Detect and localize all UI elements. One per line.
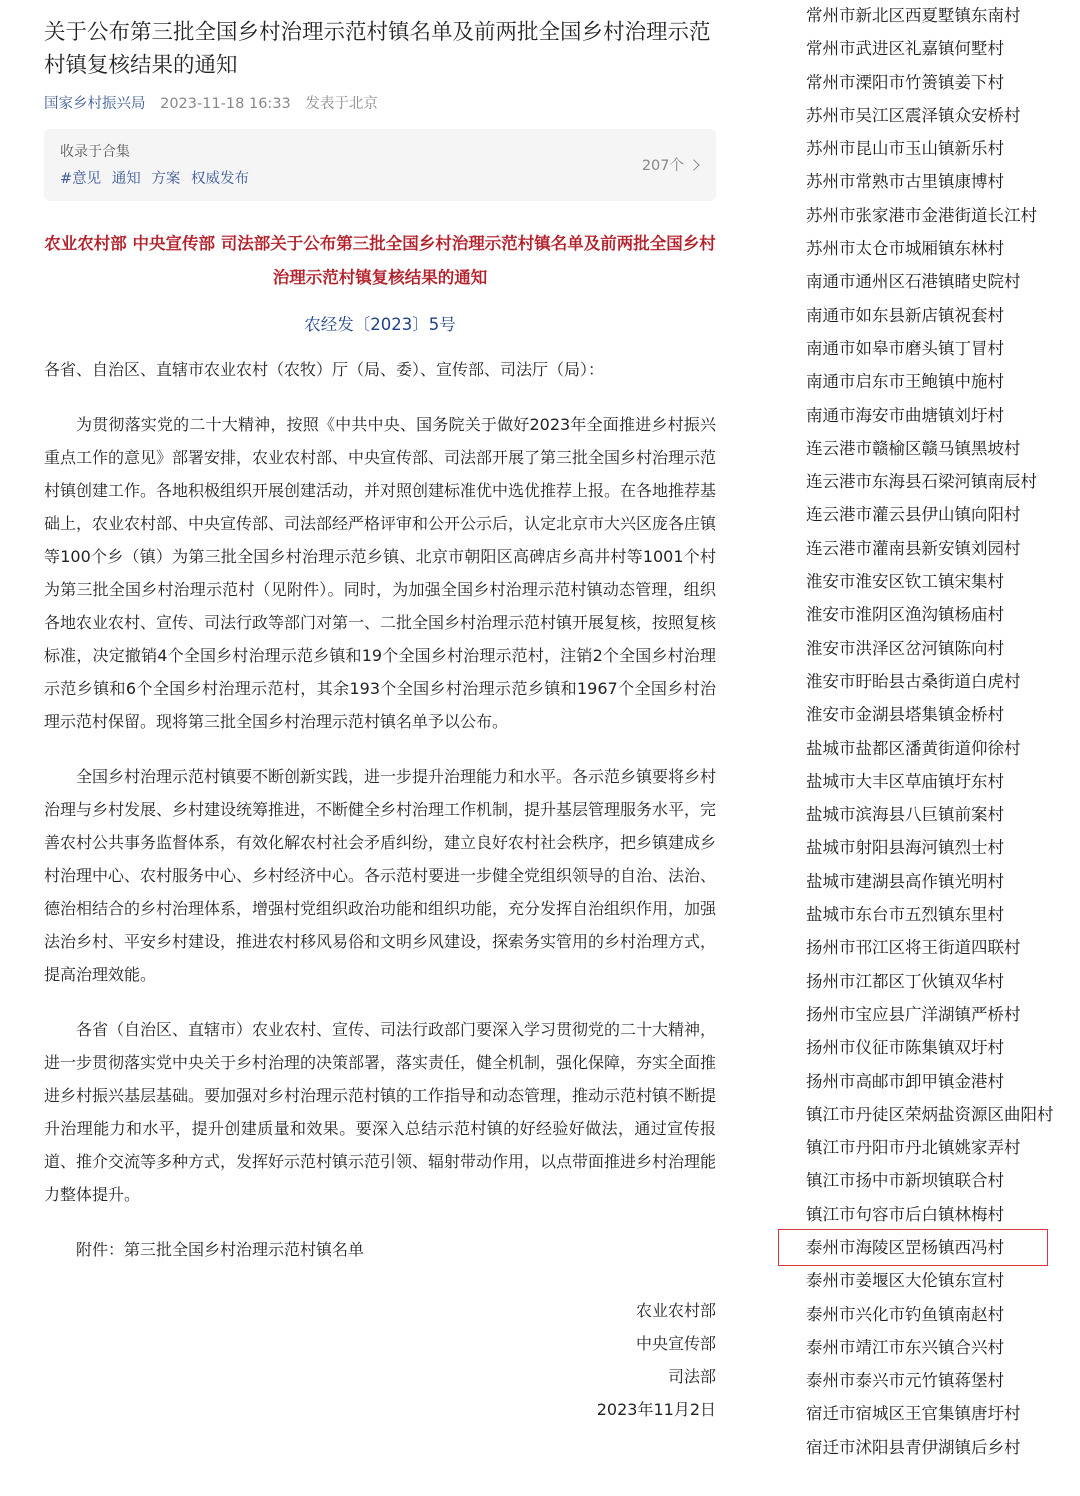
village-list-item: 镇江市扬中市新坝镇联合村 [806,1171,1004,1191]
document-body [44,353,716,1266]
village-list-item: 镇江市丹徒区荣炳盐资源区曲阳村 [806,1104,1054,1124]
village-list-item: 淮安市金湖县塔集镇金桥村 [806,705,1004,725]
village-list-item: 泰州市泰兴市元竹镇蒋堡村 [806,1371,1004,1391]
village-list-item: 常州市新北区西夏墅镇东南村 [806,6,1021,25]
village-list-item: 扬州市邗江区将王街道四联村 [806,938,1021,958]
document-heading: 农业农村部 中央宣传部 司法部关于公布第三批全国乡村治理示范村镇名单及前两批全国乡村治理示范村镇复核结果的通知 [44,234,716,287]
village-list-item: 泰州市兴化市钓鱼镇南赵村 [806,1304,1004,1324]
village-list-item: 宿迁市宿城区王官集镇唐圩村 [806,1404,1021,1424]
village-list-item: 泰州市靖江市东兴镇合兴村 [806,1337,1004,1357]
village-list-item: 扬州市宝应县广洋湖镇严桥村 [806,1004,1021,1024]
village-list-item: 苏州市张家港市金港街道长江村 [806,205,1037,225]
addressee: 各省、自治区、直辖市农业农村（农牧）厅（局、委）、宣传部、司法厅（局）： [44,360,605,379]
village-list-item: 苏州市昆山市玉山镇新乐村 [806,139,1004,159]
village-list-item: 连云港市灌南县新安镇刘园村 [806,538,1021,558]
document-number: 农经发〔2023〕5号 [304,315,456,334]
village-list-item: 盐城市大丰区草庙镇圩东村 [806,771,1004,791]
attachment-note: 附件：第三批全国乡村治理示范村镇名单 [76,1240,365,1259]
village-list-item: 盐城市东台市五烈镇东里村 [806,905,1004,925]
village-list-item: 扬州市仪征市陈集镇双圩村 [806,1038,1004,1058]
publish-datetime: 2023-11-18 16:33 [160,96,291,112]
collection-tag[interactable]: #意见 [60,171,102,187]
village-list-item: 盐城市滨海县八巨镇前案村 [806,805,1004,825]
village-list-item: 苏州市吴江区震泽镇众安桥村 [806,105,1021,125]
article-title: 关于公布第三批全国乡村治理示范村镇名单及前两批全国乡村治理示范村镇复核结果的通知 [44,20,711,78]
collection-card[interactable] [44,129,716,201]
village-list-item: 南通市如皋市磨头镇丁冒村 [806,338,1004,358]
village-list-item: 泰州市姜堰区大伦镇东宣村 [806,1271,1004,1291]
publish-location: 发表于北京 [305,96,378,112]
village-list-item: 扬州市高邮市卸甲镇金港村 [806,1071,1004,1091]
village-list-item: 常州市武进区礼嘉镇何墅村 [806,39,1004,59]
village-list-item: 南通市如东县新店镇祝套村 [806,305,1004,325]
chevron-right-icon [688,159,699,170]
article-meta [44,92,716,113]
village-list-item: 连云港市灌云县伊山镇向阳村 [806,505,1021,525]
signature-block [44,1294,716,1426]
village-list-item: 南通市通州区石港镇睹史院村 [806,272,1021,292]
village-list-item: 盐城市盐都区潘黄街道仰徐村 [806,738,1021,758]
village-list-item: 盐城市射阳县海河镇烈士村 [806,838,1004,858]
collection-count[interactable] [642,154,698,175]
village-list-item: 淮安市淮安区钦工镇宋集村 [806,572,1004,592]
article-column [44,0,716,1426]
village-list-item: 苏州市太仓市城厢镇东林村 [806,239,1004,259]
village-list-item: 盐城市建湖县高作镇光明村 [806,871,1004,891]
village-list-item: 常州市溧阳市竹箦镇姜下村 [806,72,1004,92]
document-date: 2023年11月2日 [596,1400,716,1419]
account-name-link[interactable]: 国家乡村振兴局 [44,96,146,112]
village-list-item: 连云港市东海县石梁河镇南辰村 [806,472,1037,492]
village-list-item: 泰州市海陵区罡杨镇西冯村 [806,1237,1004,1257]
village-list-item: 南通市海安市曲塘镇刘圩村 [806,405,1004,425]
paragraph: 各省（自治区、直辖市）农业农村、宣传、司法行政部门要深入学习贯彻党的二十大精神，进一步贯彻落实党中央关于乡村治理的决策部署，落实责任，健全机制，强化保障，夯实全面推进乡村振兴基层基础。要加强对乡村治理示范村镇的工作指导和动态管理，推动示范村镇不断提升治理能力和水平，提升创建质量和效果。要深入总结示范村镇的好经验好做法，通过宣传报道、推介交流等多种方式，发挥好示范村镇示范引领、辐射带动作用，以点带面推进乡村治理能力整体提升。 [44,1020,717,1204]
village-list-item: 淮安市淮阴区渔沟镇杨庙村 [806,605,1004,625]
village-list-item: 连云港市赣榆区赣马镇黑坡村 [806,438,1021,458]
collection-tags [60,167,255,188]
signatory: 中央宣传部 [635,1334,716,1353]
signatory: 农业农村部 [635,1301,716,1320]
collection-tag[interactable]: 方案 [151,171,181,187]
village-list-item: 镇江市丹阳市丹北镇姚家弄村 [806,1138,1021,1158]
paragraph: 全国乡村治理示范村镇要不断创新实践，进一步提升治理能力和水平。各示范乡镇要将乡村治理与乡村发展、乡村建设统筹推进，不断健全乡村治理工作机制，提升基层管理服务水平，完善农村公共事务监督体系，有效化解农村社会矛盾纠纷，建立良好农村社会秩序，把乡镇建成乡村治理中心、农村服务中心、乡村经济中心。各示范村要进一步健全党组织领导的自治、法治、德治相结合的乡村治理体系，增强村党组织政治功能和组织功能，充分发挥自治组织作用，加强法治乡村、平安乡村建设，推进农村移风易俗和文明乡风建设，探索务实管用的乡村治理方式，提高治理效能。 [44,767,717,984]
collection-tag[interactable]: 权威发布 [190,171,249,187]
village-list-item: 南通市启东市王鲍镇中施村 [806,372,1004,392]
signatory: 司法部 [667,1367,716,1386]
village-list-item: 淮安市盱眙县古桑街道白虎村 [806,671,1021,691]
village-list-item: 淮安市洪泽区岔河镇陈向村 [806,638,1004,658]
village-list-item: 苏州市常熟市古里镇康博村 [806,172,1004,192]
highlight-box [778,1229,1048,1266]
collection-tag[interactable]: 通知 [111,171,141,187]
collection-label: 收录于合集 [60,144,130,160]
village-list-item: 扬州市江都区丁伙镇双华村 [806,971,1004,991]
village-list-item: 宿迁市沭阳县青伊湖镇后乡村 [806,1437,1021,1457]
village-list-item: 镇江市句容市后白镇林梅村 [806,1204,1004,1224]
collection-count-text: 207个 [641,158,684,174]
paragraph: 为贯彻落实党的二十大精神，按照《中共中央、国务院关于做好2023年全面推进乡村振兴重点工作的意见》部署安排，农业农村部、中央宣传部、司法部开展了第三批全国乡村治理示范村镇创建工作。各地积极组织开展创建活动，并对照创建标准优中选优推荐上报。在各地推荐基础上，农业农村部、中央宣传部、司法部经严格评审和公开公示后，认定北京市大兴区庞各庄镇等100个乡（镇）为第三批全国乡村治理示范乡镇、北京市朝阳区高碑店乡高井村等1001个村为第三批全国乡村治理示范村（见附件）。同时，为加强全国乡村治理示范村镇动态管理，组织各地农业农村、宣传、司法行政等部门对第一、二批全国乡村治理示范村镇开展复核，按照复核标准，决定撤销4个全国乡村治理示范乡镇和19个全国乡村治理示范村，注销2个全国乡村治理示范乡镇和6个全国乡村治理示范村，其余193个全国乡村治理示范乡镇和1967个全国乡村治理示范村保留。现将第三批全国乡村治理示范村镇名单予以公布。 [44,415,717,731]
